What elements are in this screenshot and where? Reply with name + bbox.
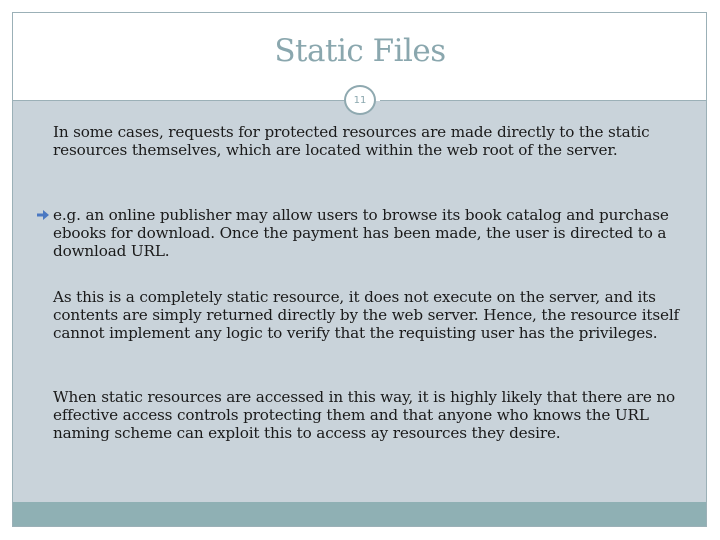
title-divider-left: [13, 100, 348, 101]
title-divider-right: [380, 100, 706, 101]
paragraph-example: e.g. an online publisher may allow users to browse its book catalog and purchase ebooks for download. Once the payment has been made, the user is directed to a download URL.: [53, 206, 669, 261]
arrow-right-icon: [36, 207, 50, 221]
page-number-badge: 11: [344, 85, 376, 115]
paragraph-static-resource: As this is a completely static resource, it does not execute on the server, and its contents are simply returned directly by the web server. Hence, the resource itself cannot implement any logic to verify that the requisting user has the privileges.: [53, 288, 680, 343]
paragraph-access-controls: When static resources are accessed in this way, it is highly likely that there are no effective access controls protecting them and that anyone who knows the URL naming scheme can exploit this to access ay resources they desire.: [53, 388, 675, 443]
slide-title: Static Files: [274, 33, 446, 69]
paragraph-intro: In some cases, requests for protected resources are made directly to the static resources themselves, which are located within the web root of the server.: [53, 123, 650, 160]
